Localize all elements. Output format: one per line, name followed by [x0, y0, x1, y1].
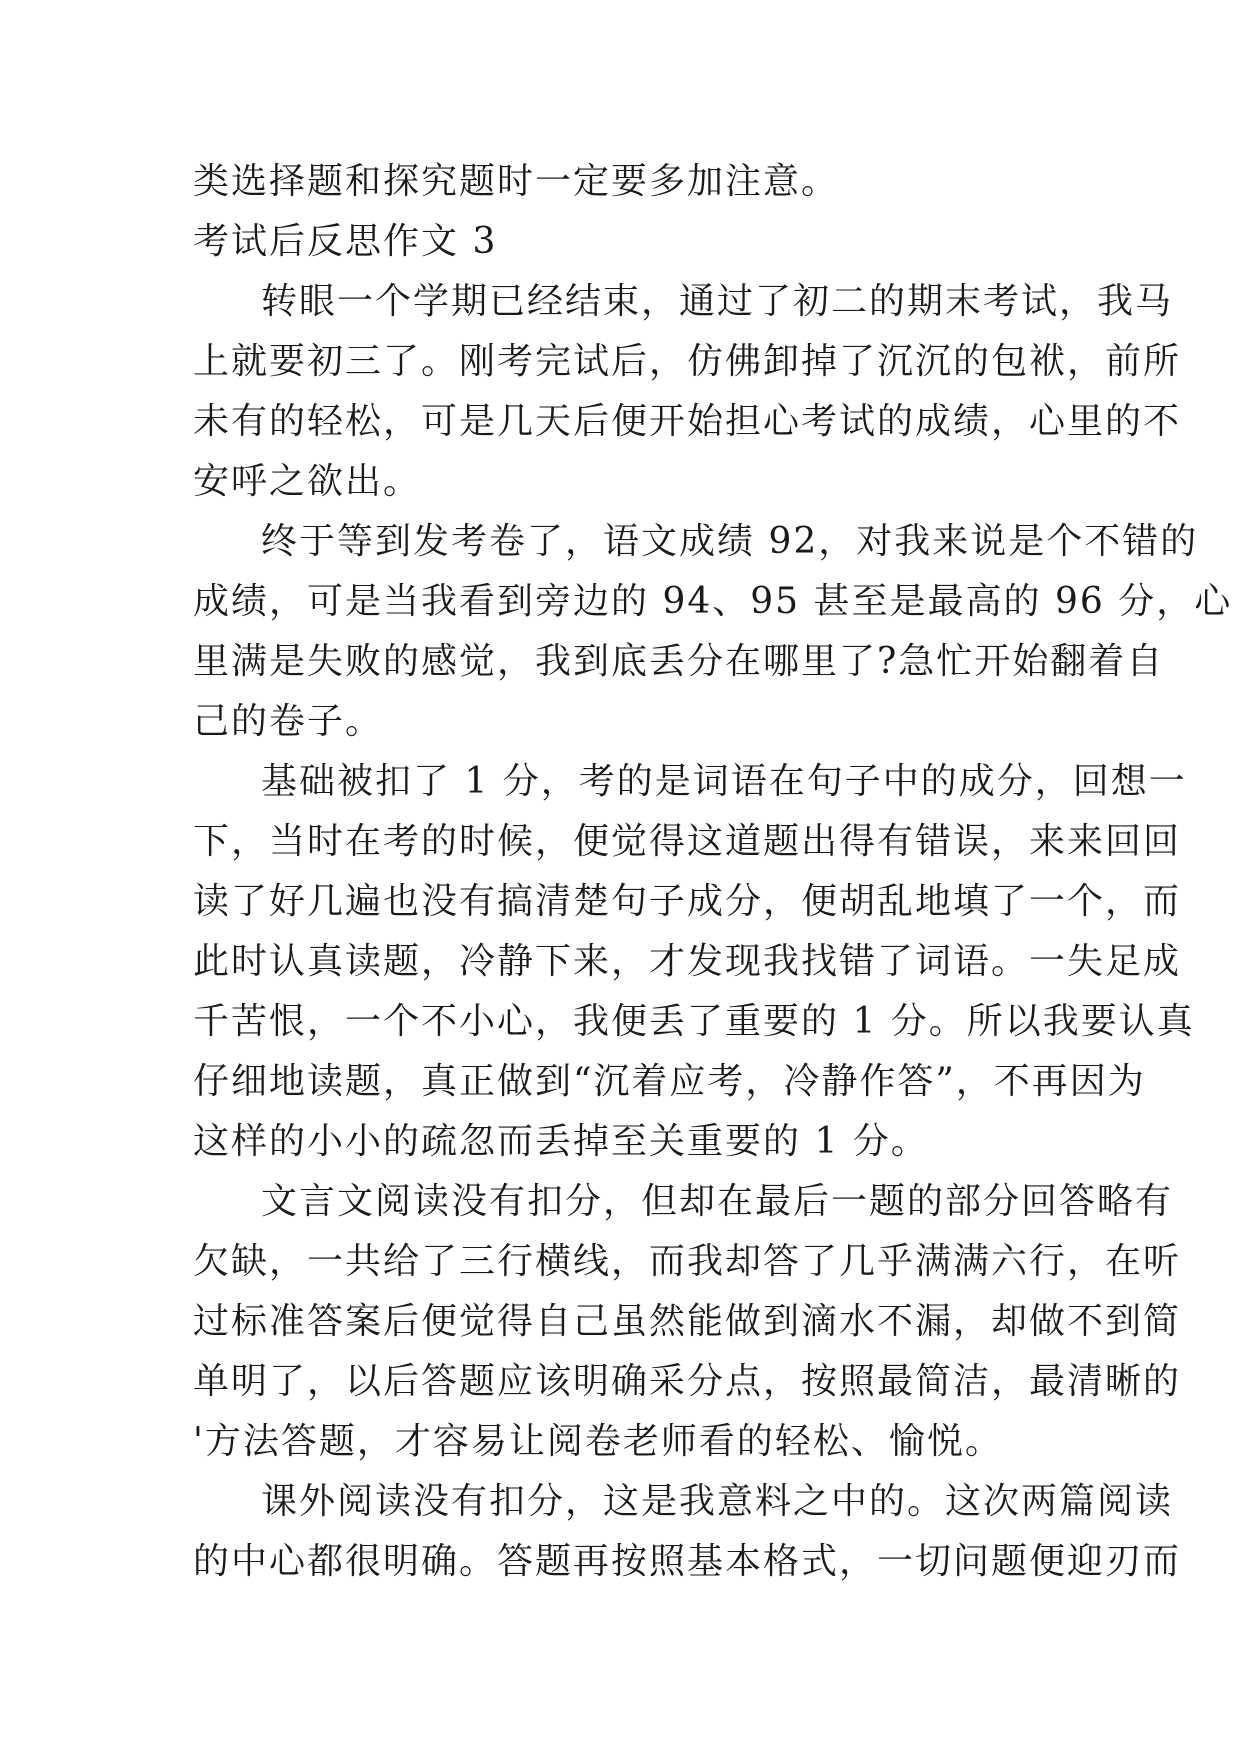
paragraph-line: 仔细地读题，真正做到“沉着应考，冷静作答”，不再因为: [193, 1061, 1146, 1102]
paragraph-line: 终于等到发考卷了，语文成绩 92，对我来说是个不错的: [261, 521, 1199, 562]
section-title: 考试后反思作文 3: [193, 221, 498, 262]
paragraph-line: 这样的小小的疏忽而丢掉至关重要的 1 分。: [193, 1121, 929, 1162]
paragraph-line: 里满是失败的感觉，我到底丢分在哪里了?急忙开始翻着自: [193, 641, 1165, 682]
paragraph-line: 己的卷子。: [193, 701, 384, 742]
paragraph-line: 成绩，可是当我看到旁边的 94、95 甚至是最高的 96 分，心: [193, 581, 1233, 622]
paragraph-line: 的中心都很明确。答题再按照基本格式，一切问题便迎刃而: [193, 1541, 1182, 1582]
paragraph-line: 转眼一个学期已经结束，通过了初二的期末考试，我马: [261, 281, 1174, 322]
paragraph-line: 文言文阅读没有扣分，但却在最后一题的部分回答略有: [261, 1181, 1174, 1222]
paragraph-line: 此时认真读题，冷静下来，才发现我找错了词语。一失足成: [193, 941, 1182, 982]
paragraph-line: 未有的轻松，可是几天后便开始担心考试的成绩，心里的不: [193, 401, 1182, 442]
paragraph-line: 基础被扣了 1 分，考的是词语在句子中的成分，回想一: [261, 761, 1187, 802]
paragraph-line: 上就要初三了。刚考完试后，仿佛卸掉了沉沉的包袱，前所: [193, 341, 1182, 382]
paragraph-line: 千苦恨，一个不小心，我便丢了重要的 1 分。所以我要认真: [193, 1001, 1195, 1042]
paragraph-line: 欠缺，一共给了三行横线，而我却答了几乎满满六行，在听: [193, 1241, 1182, 1282]
paragraph-line: 读了好几遍也没有搞清楚句子成分，便胡乱地填了一个，而: [193, 881, 1182, 922]
paragraph-line: 过标准答案后便觉得自己虽然能做到滴水不漏，却做不到简: [193, 1301, 1182, 1342]
paragraph-5: [193, 1472, 1182, 1592]
paragraph-2: [193, 512, 1233, 752]
paragraph-3: [193, 752, 1195, 1172]
paragraph-1: [193, 272, 1182, 512]
paragraph-line: 单明了，以后答题应该明确采分点，按照最简洁，最清晰的: [193, 1361, 1182, 1402]
paragraph-line: 安呼之欲出。: [193, 461, 422, 502]
document-page: [193, 152, 1233, 1592]
paragraph-4: [193, 1172, 1182, 1472]
paragraph-line: 课外阅读没有扣分，这是我意料之中的。这次两篇阅读: [261, 1481, 1174, 1522]
paragraph-line: '方法答题，才容易让阅卷老师看的轻松、愉悦。: [193, 1421, 1003, 1462]
paragraph-line: 下，当时在考的时候，便觉得这道题出得有错误，来来回回: [193, 821, 1182, 862]
intro-line: 类选择题和探究题时一定要多加注意。: [193, 161, 840, 202]
